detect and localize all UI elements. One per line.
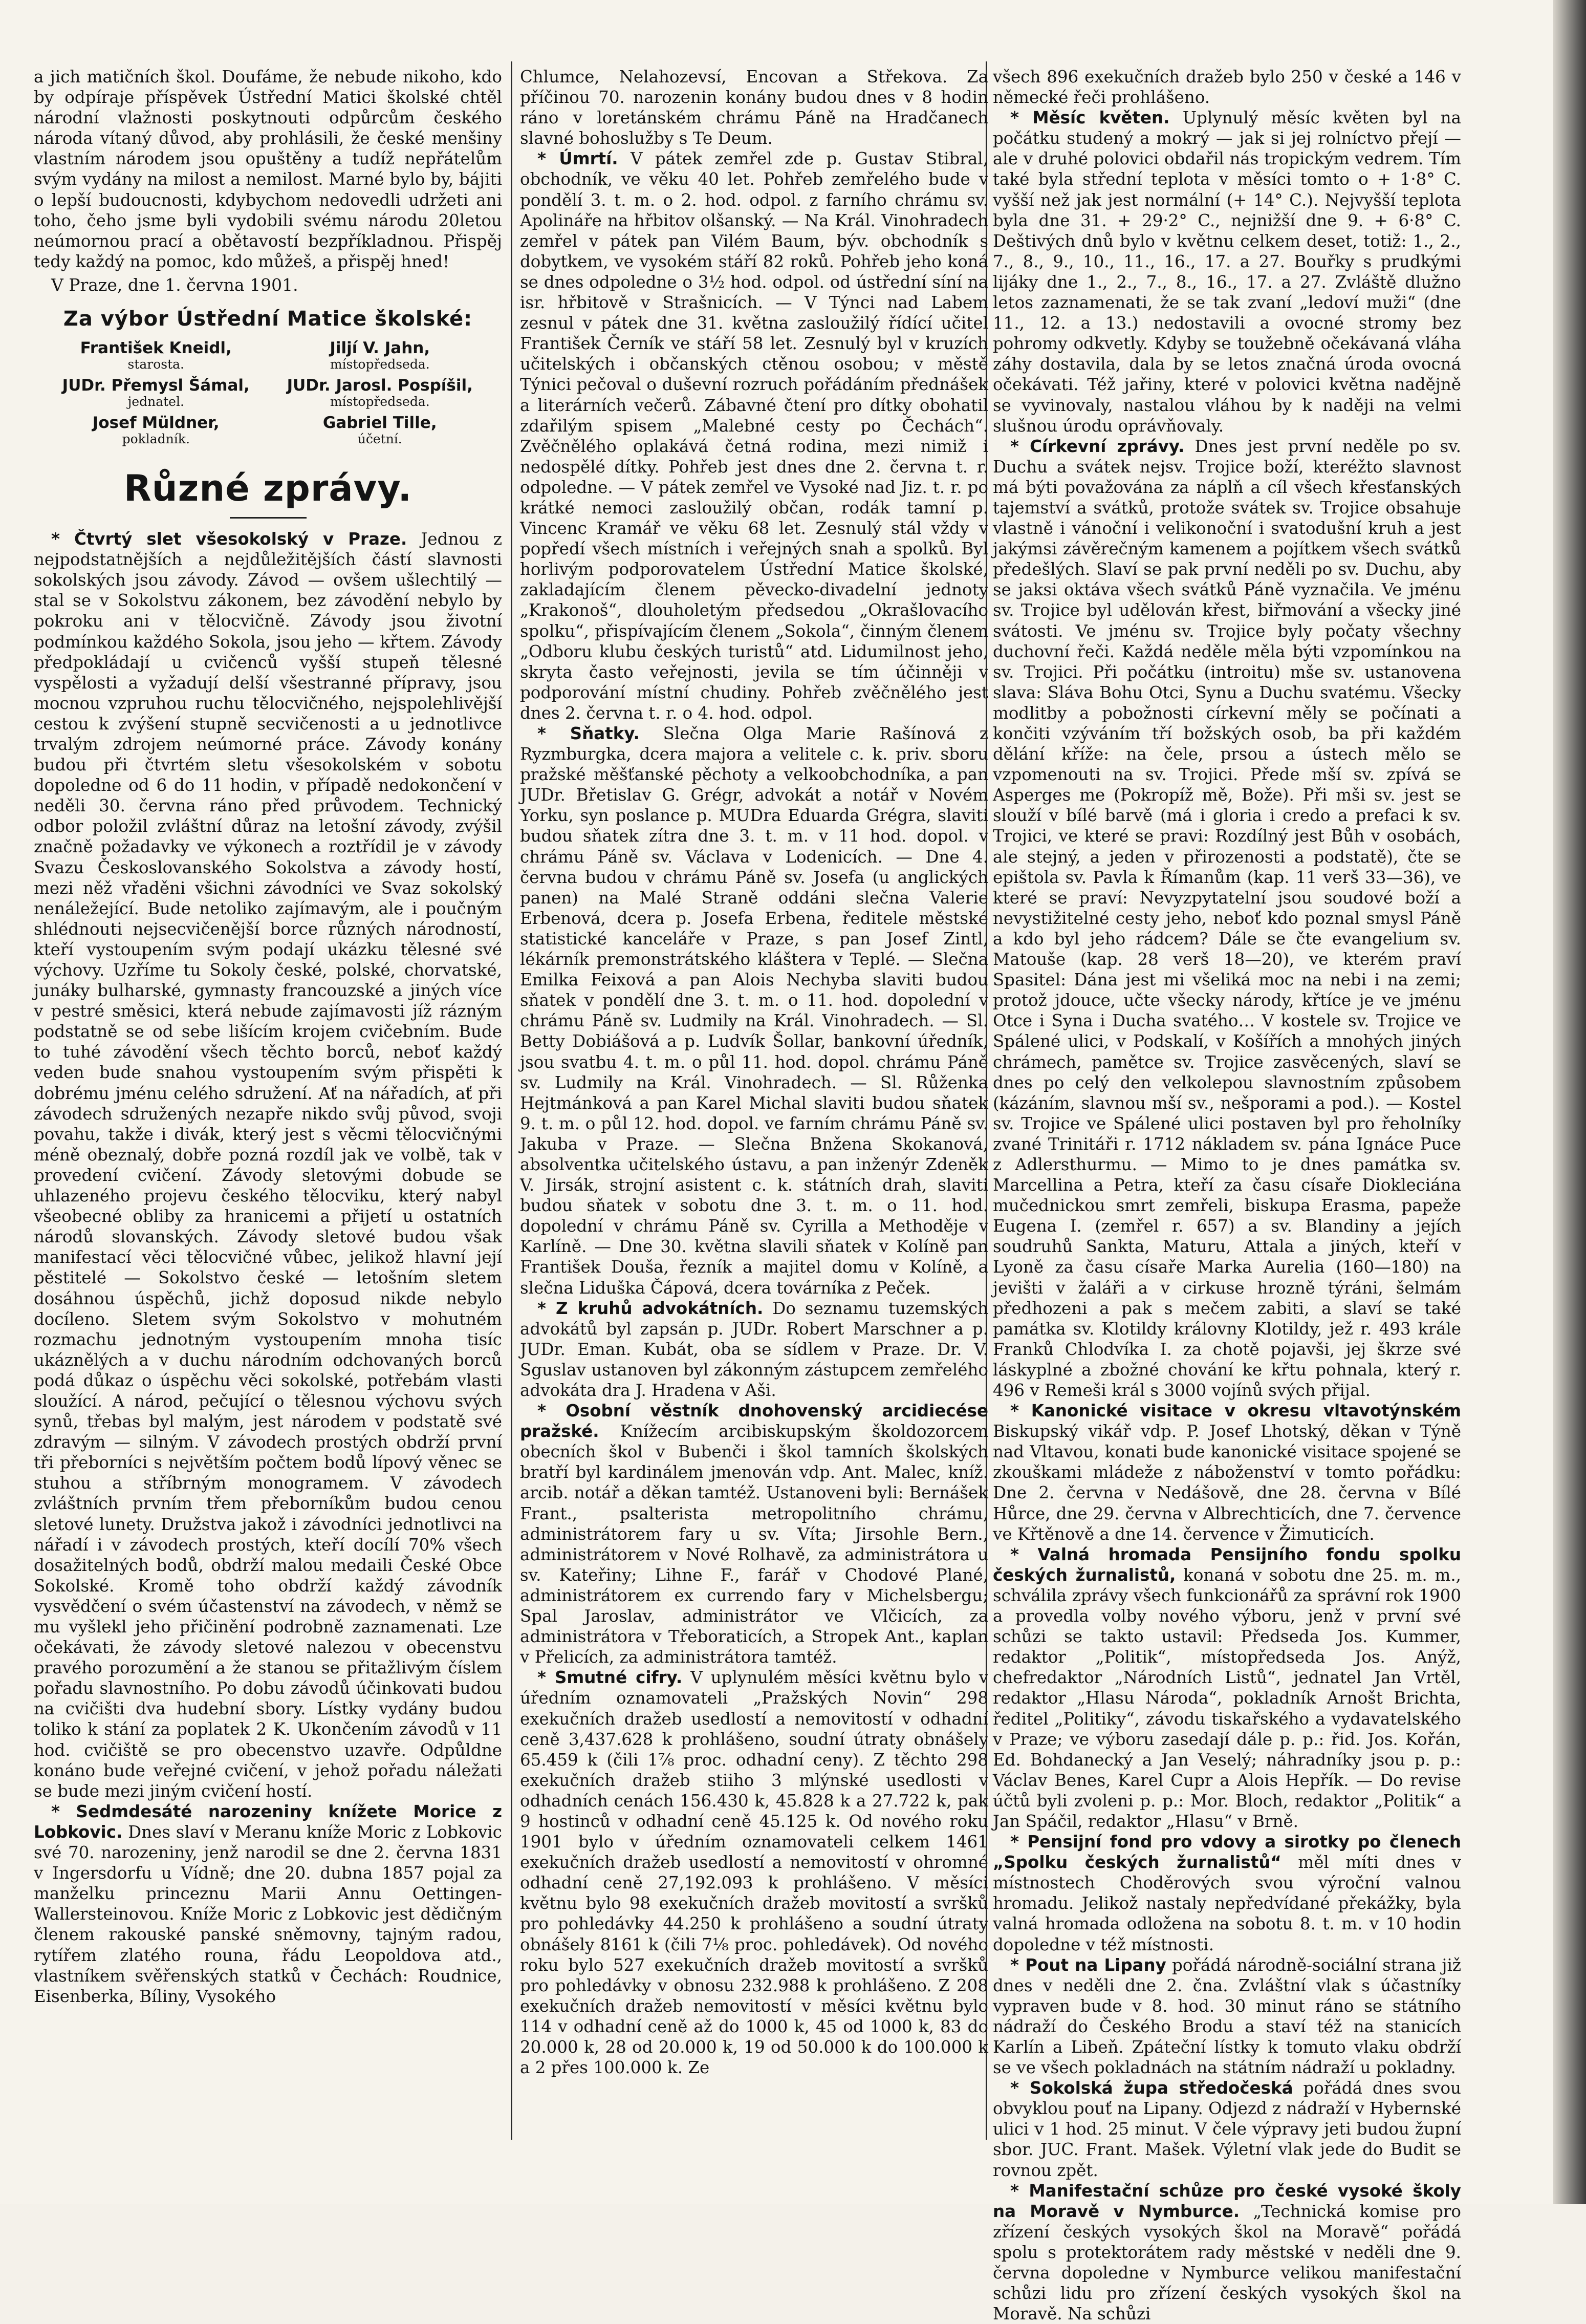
signature-row-3 xyxy=(34,414,502,451)
news-item xyxy=(993,1955,1461,2078)
news-item-rubric: * Sedmdesáté narozeniny knížete Morice z Lobkovic. xyxy=(34,1801,502,1842)
news-item-rubric: * Sokolská župa středočeská xyxy=(1010,2078,1293,2098)
news-item-text: Dnes slaví v Meranu kníže Moric z Lobkovic své 70. narozeniny, jenž narodil se dne 2. června 1831 v Ingersdorfu u Vídně; dne 20. dubna 1857 pojal za manželku princeznu Marii Annu Oettingen-Wallersteinovou. Kníže Moric z Lobkovic jest dědičným členem rakouské panské sněmovny, tajným radou, rytířem zlatého rouna, řádu Leopoldova atd., vlastníkem svěřenských statků v Čechách: Roudnice, Eisenberka, Bíliny, Vysokého xyxy=(34,1822,502,2006)
news-item-text: konaná v sobotu dne 25. m. m., schválila zprávy všech funkcionářů za správní rok 1900 a provedla volby nového výboru, jenž v první své schůzi se takto ustavil: Předseda Jos. Kummer, redaktor „Politik“, místopředseda Jos. Anýž, chefredaktor „Národních Listů“, jednatel Jan Vrtěl, redaktor „Hlasu Národa“, pokladník Arnošt Brichta, ředitel „Politiky“, závodu tiskařského a vydavatelského v Praze; ve výboru zasedají dále p. p.: řid. Jos. Kořán, Ed. Bohdanecký a Jan Veselý; náhradníky jsou p. p.: Václav Benes, Karel Cupr a Alois Hepřík. — Do revise účtů byli zvoleni p. p.: Mor. Bloch, redaktor „Politik“ a Jan Spáčil, redaktor „Hlasu“ v Brně. xyxy=(993,1565,1461,1831)
news-item-text: Do seznamu tuzemských advokátů byl zapsán p. JUDr. Robert Marschner a p. JUDr. Eman. Kubát, oba se sídlem v Praze. Dr. V. Sguslav ustanoven byl zákonným zástupcem zemřelého advokáta dra J. Hradena v Aši. xyxy=(520,1298,988,1400)
news-item xyxy=(993,1401,1461,1544)
column-1 xyxy=(34,67,502,2155)
news-item xyxy=(520,67,988,148)
signature xyxy=(268,339,492,377)
signatory-name: Gabriel Tille, xyxy=(322,414,437,433)
signature xyxy=(44,414,268,451)
committee-title: Za výbor Ústřední Matice školské: xyxy=(63,307,473,331)
page-edge-shadow xyxy=(1553,0,1586,2204)
column-3 xyxy=(993,67,1461,2324)
col1-lead-paragraphs xyxy=(34,67,502,272)
news-item xyxy=(520,1667,988,2078)
signatory-name: Jiljí V. Jahn, xyxy=(330,339,430,358)
signature-row-2 xyxy=(34,377,502,414)
news-item-text: V uplynulém měsíci květnu bylo v úředním oznamovateli „Pražských Novin“ 298 exekučních dražeb usedlostí a nemovitostí v odhadní ceně 3,437.628 k prohlášeno, soudní útraty obnášely 65.459 k (čili 1⅞ proc. odhadní ceny). Z těchto 298 exekučních dražeb stiiho 3 mlýnské usedlosti v odhadních cenách 156.430 k, 45.828 k a 27.722 k, pak 9 hostinců v odhadní ceně 45.125 k. Od nového roku 1901 bylo v úředním oznamovateli celkem 1461 exekučních dražeb usedlostí a nemovitostí v ohromné odhadní ceně 27,192.093 k prohlášeno. V měsíci květnu bylo 98 exekučních dražeb movitostí a svršků pro pohledávky 44.250 k prohlášeno a soudní útraty obnášely 8161 k (čili 7⅛ proc. pohledávek). Od nového roku bylo 527 exekučních dražeb movitostí a svršků pro pohledávky v obnosu 232.988 k prohlášeno. Z 208 exekučních dražeb nemovitostí v měsíci květnu bylo 114 v odhadní ceně až do 1000 k, 45 od 1000 k, 83 do 20.000 k, 28 od 20.000 k, 19 od 50.000 k do 100.000 k a 2 přes 100.000 k. Ze xyxy=(520,1668,988,2078)
section-heading xyxy=(34,467,502,519)
news-item xyxy=(520,723,988,1298)
signature xyxy=(268,377,492,414)
news-item xyxy=(520,148,988,723)
news-item-text: Dnes jest první neděle po sv. Duchu a svátek nejsv. Trojice boží, kteréžto slavnost má býti považována za náplň a cíl všech křesťanských tajemství a svátků, protože svátek sv. Trojice obsahuje vlastně i vánoční i velikonoční i svatodušní kruh a jest jakýmsi závěrečným kamenem a pojítkem všech svátků předešlých. Slaví se pak první neděli po sv. Duchu, aby se jaksi oktáva všech svátků Páně vyznačila. Ve jménu sv. Trojice byl udělován křest, biřmování a všecky jiné svátosti. Ve jménu sv. Trojice byly počaty všechny duchovní řeči. Každá neděle měla býti vzpomínkou na sv. Trojici. Při počátku (introitu) mše sv. ustanovena slava: Sláva Bohu Otci, Synu a Duchu svatému. Všecky modlitby a pobožnosti církevní měly se počínati a končiti vzýváním tří božských osob, ba při každém dělání kříže: na čele, prsou a ústech mělo se vzpomenouti na sv. Trojici. Přede mší sv. zpívá se Asperges me (Pokropíž mě, Bože). Při mši sv. jest se slouží v bílé barvě (má i gloria i credo a prefaci k sv. Trojici, ve které se pravi: Rozdílný jest Bůh v osobách, ale stejný, a jeden v přirozenosti a podstatě), čte se epištola sv. Pavla k Římanům (kap. 11 verš 33—36), ve které se praví: Nevyzpytatelní jsou soudové boží a nevystižitelné cesty jeho, neboť kdo poznal smysl Páně a kdo byl jeho rádcem? Dále se čte evangelium sv. Matouše (kap. 28 verš 18—20), ve kterém praví Spasitel: Dána jest mi všeliká moc na nebi i na zemi; protož jdouce, učte všecky národy, křtíce je ve jménu Otce i Syna i Ducha svatého… V kostele sv. Trojice ve Spálené ulici, v Podskalí, v Košířích a mnohých jiných chrámech, pamětce sv. Trojice zasvěcených, slaví se dnes po celý den velkolepou slavnostním způsobem (kázáním, slavnou mší sv., nešporami a pod.). — Kostel sv. Trojice ve Spálené ulici postaven byl pro řeholníky zvané Trinitáři r. 1712 nákladem sv. pána Ignáce Puce z Adlersthurmu. — Mimo to je dnes památka sv. Marcellina a Petra, kteří za času císaře Diokleciána mučednickou smrt zemřeli, biskupa Erasma, papeže Eugena I. (zemřel r. 657) a sv. Blandiny a jejích soudruhů Sankta, Maturu, Attala a jiných, kteří v Lyoně za času císaře Marka Aurelia (160—180) na jevišti v žaláři a v cirkuse hrozně týráni, šelmám předhozeni a pak s mečem zabiti, a slaví se také památka sv. Klotildy královny Klotildy, jež r. 493 krále Franků Chlodvíka I. za chotě pojavši, jej škrze své láskyplné a zbožné chování ke křtu pohnala, který r. 496 v Remeši král s 3000 vojínů svých přijal. xyxy=(993,436,1461,1400)
signatory-name: Josef Müldner, xyxy=(92,414,220,433)
news-item-text: Chlumce, Nelahozevsí, Encovan a Střekova. Za příčinou 70. narozenin konány budou dnes v 8 hodin ráno v loretánském chrámu Páně na Hradčanech slavné bohoslužby s Te Deum. xyxy=(520,67,988,148)
signatory-name: JUDr. Přemysl Šámal, xyxy=(62,376,250,395)
news-item-rubric: * Čtvrtý slet všesokolský v Praze. xyxy=(51,529,407,549)
news-item xyxy=(993,107,1461,436)
section-rule xyxy=(230,517,307,519)
signature xyxy=(44,339,268,377)
column-2 xyxy=(520,67,988,2155)
article-paragraph: a jich matičních škol. Doufáme, že nebude nikoho, kdo by odpíraje příspěvek Ústřední Matici školské chtěl národní vlažnosti poskytnouti odpůrcům českého národa vítaný důvod, aby prohlásili, že české menšiny vlastním národem jsou opuštěny a tudíž nepřátelům svým vydány na milost a nemilost. Marné bylo by, bájiti o lepší budoucnosti, kdybychom nedovedli udržeti ani toho, čeho jsme byli vydobili svému národu 20letou neúmornou prací a obětavostí bezpříkladnou. Přispěj tedy každý na pomoc, kdo můžeš, a přispěj hned! xyxy=(34,67,502,271)
news-item-rubric: * Pout na Lipany xyxy=(1010,1955,1166,1975)
news-item-rubric: * Kanonické visitace v okresu vltavotýnském xyxy=(1010,1401,1461,1421)
column-rule-1 xyxy=(511,61,512,2140)
signatory-name: JUDr. Jarosl. Pospíšil, xyxy=(287,376,473,395)
news-item-text: pořádá dnes svou obvyklou pouť na Lipany. Odjezd z nádraží v Hybernské ulici v 1 hod. 25 minut. V čele výpravy jeti budou župní sbor. JUC. Frant. Mašek. Výletní vlak jede do Budit se rovnou zpět. xyxy=(993,2078,1461,2180)
news-item-text: Jednou z nejpodstatnějších a nejdůležitějších částí slavnosti sokolských jsou závody. Závod — ovšem ušlechtilý — stal se v Sokolstvu zákonem, bez závodění nebylo by pokroku ani v tělocvičně. Závody jsou životní podmínkou každého Sokola, jsou jeho — křtem. Závody předpokládají u cvičenců vyšší stupeň tělesné vyspělosti a vyžadují delší všestranné přípravy, jsou mocnou vzpruhou ruchu tělocvičného, nejspolehlivější cestou k zvýšení stupně secvičenosti a u jednotlivce trvalým zdrojem neúmorné práce. Závody konány budou při čtvrtém sletu všesokolském v sobotu dopoledne od 6 do 11 hodin, v případě nedokončení v neděli 30. června ráno před průvodem. Technický odbor položil zvláštní důraz na letošní závody, zvýšil značně požadavky ve výkonech a roztřídil je v závody Svazu Českoslovanského Sokolstva a závody hostí, mezi něž vřaděni všichni závodníci ve Svaz sokolský nenáležející. Bude netoliko zajímavým, ale i poučným shlédnouti nejsecvičenější borce různých národností, kteří vystoupením svým podají ukázku tělesné své výchovy. Uzříme tu Sokoly české, polské, chorvatské, junáky bulharské, gymnasty francouzské a jiných více v pestré směsici, která nebude zajímavosti jíž rázným podstatně se od sebe lišícím krojem cvičebním. Bude to tuhé závodění všech těchto borců, neboť každý veden bude snahou vystoupením svým přispěti k dobrému jménu celého sdružení. Ať na nářadích, ať při závodech sdružených nezapře nikdo svůj původ, svoji povahu, takže i divák, který jest s věcmi tělocvičnými méně obeznalý, dobře pozná rozdíl jak ve volbě, tak v provedení cvičení. Závody sletovými dobude se uhlazeného projevu českého tělocviku, který nabyl všeobecné obliby za hranicemi a přijetí u ostatních národů slovanských. Závody sletové budou však manifestací věci tělocvičné vůbec, jelikož hlavní její pěstitelé — Sokolstvo české — letošním sletem dosáhnou úspěchů, jichž doposud nikde nebylo docíleno. Sletem svým Sokolstvo v mohutném rozmachu jednotným vystoupením mnoha tisíc ukáznělých a v duchu národním odchovaných borců podá důkaz o úspěchu věci sokolské, potřebám vlasti sloužící. A národ, pečující o tělesnou výchovu svých synů, třebas byl malým, jest národem v podstatě své zdravým — silným. V závodech prostých obdrží první tři přeborníci s největším počtem bodů lípový věnec se stuhou a stříbrným monogramem. V závodech zvláštních prvním třem přeborníkům budou cenou sletové lunety. Družstva jakož i závodníci jednotlivci na nářadí i v závodech prostých, kteří docílí 70% všech dosažitelných bodů, obdrží malou medaili České Obce Sokolské. Kromě toho obdrží každý závodník vysvědčení o svém účastenství na závodech, v němž se mu vyšlekl jeho přičinění podrobně zaznamenati. Lze očekávati, že závody sletové nalezou v obecenstvu pravého porozumění a že stanou se přitažlivým číslem pořadu slavnostního. Po dobu závodů účinkovati budou na cvičišti dva hudební sbory. Lístky vydány budou toliko k stání za poplatek 2 K. Ukončením závodů v 11 hod. cvičiště se pro obecenstvo uzavře. Odpůldne konáno bude veřejné cvičení, v jehož pořadu náležati se bude mezi jiným cvičení hostí. xyxy=(34,529,502,1801)
news-item xyxy=(520,1401,988,1667)
news-item-text: Uplynulý měsíc květen byl na počátku studený a mokrý — jak si jej rolníctvo přejí — ale v druhé polovici obdařil nás tropickým vedrem. Tím také byla střední teplota v měsíci tomto o + 1·8° C. vyšší než jak jest normální (+ 14° C.). Nejvyšší teplota byla dne 31. + 29·2° C., nejnižší dne 9. + 6·8° C. Deštivých dnů bylo v květnu celkem deset, totiž: 1., 2., 7., 8., 9., 10., 11., 16., 17. a 27. Bouřky s prudkými lijáky dne 1., 2., 7., 8., 16., 17. a 27. Zvláště dlužno letos zaznamenati, že se tak zvaní „ledoví muži“ (dne 11., 12. a 13.) nedostavili a ovocné stromy bez pohromy odkvetly. Kdyby se toužebně očekávaná vláha záhy dostavila, dala by se letos značná úroda ovocná očekávati. Též jařiny, které v polovici května nadějně se vyvinovaly, nastalou vláhou by k naději na velmi slušnou úrodu oprávňovaly. xyxy=(993,108,1461,436)
news-item-text: Slečna Olga Marie Rašínová z Ryzmburgka, dcera majora a velitele c. k. priv. sboru pražské měšťanské pěchoty a velkoobchodníka, a pan JUDr. Břetislav G. Grégr, advokát a notář v Novém Yorku, syn poslance p. MUDra Eduarda Grégra, slaviti budou sňatek zítra dne 3. t. m. v 11 hod. dopol. v chrámu Páně sv. Václava v Lodenicích. — Dne 4. června budou v chrámu Páně sv. Josefa (u anglických panen) na Malé Straně oddáni slečna Valerie Erbenová, dcera p. Josefa Erbena, ředitele městské statistické kanceláře v Praze, s pan Josef Zintl, lékárník premonstrátského kláštera v Teplé. — Slečna Emilka Feixová a pan Alois Nechyba slaviti budou sňatek v pondělí dne 3. t. m. o 11. hod. dopolední v chrámu Páně sv. Ludmily na Král. Vinohradech. — Sl. Betty Dobiášová a p. Ludvík Šollar, bankovní úředník, jsou svatbu 4. t. m. o půl 11. hod. dopol. chrámu Páně sv. Ludmily na Král. Vinohradech. — Sl. Růženka Hejtmánková a pan Karel Michal slaviti budou sňatek 9. t. m. o půl 12. hod. dopol. ve farním chrámu Páně sv. Jakuba v Praze. — Slečna Bnžena Skokanová, absolventka učitelského ústavu, a pan inženýr Zdeněk V. Jirsák, strojní asistent c. k. státních drah, slaviti budou sňatek v sobotu dne 3. t. m. o 11. hod. dopolední v chrámu Páně sv. Cyrilla a Methoděje v Karlíně. — Dne 30. května slavili sňatek v Kolíně pan František Douša, řezník a majitel domu v Kolíně, a slečna Liduška Čápová, dcera továrníka z Peček. xyxy=(520,724,988,1298)
signatory-role: starosta. xyxy=(127,357,184,372)
section-heading-text: Různé zprávy. xyxy=(123,467,412,510)
news-item-rubric: * Smutné cifry. xyxy=(537,1668,683,1688)
news-item-rubric: * Valná hromada Pensijního fondu spolku českých žurnalistů, xyxy=(993,1544,1461,1585)
news-item-rubric: * Manifestační schůze pro české vysoké školy na Moravě v Nymburce. xyxy=(993,2181,1461,2221)
signatory-name: František Kneidl, xyxy=(80,339,232,358)
news-item-rubric: * Osobní věstník dnohovenský arcidiecése pražské. xyxy=(520,1401,988,1441)
news-item-rubric: * Úmrtí. xyxy=(537,149,618,169)
signatory-role: místopředseda. xyxy=(330,394,430,410)
news-item-text: Knížecím arcibiskupským školdozorcem obecních škol v Bubenči i škol tamních školských bratří byl kardinálem jmenován vdp. Ant. Malec, kníž. arcib. notář a děkan tamtéž. Ustanoveni byli: Bernášek Frant., psalterista metropolitního chrámu, administrátorem fary u sv. Víta; Jirsohle Bern., administrátorem v Nové Rolhavě, za administrátora u sv. Kateřiny; Lihne F., farář v Chodové Plané, administrátorem ex currendo fary v Michelsbergu; Spal Jaroslav, administrátor ve Vlčicích, za administrátora v Třeboraticích, a Stropek Ant., kaplan v Přelicích, za administrátora tamtéž. xyxy=(520,1422,988,1667)
dateline: V Praze, dne 1. června 1901. xyxy=(51,274,298,295)
signature-row-1 xyxy=(34,339,502,377)
news-item-text: všech 896 exekučních dražeb bylo 250 v české a 146 v německé řeči prohlášeno. xyxy=(993,67,1461,107)
news-item xyxy=(993,1832,1461,1955)
news-item-text: Biskupský vikář vdp. P. Josef Lhotský, děkan v Týně nad Vltavou, konati bude kanonické visitace spojené se zkouškami mládeže z náboženství v tomto pořádku: Dne 2. června v Nedášově, dne 28. června v Bílé Hůrce, dne 29. června v Albrechticích, dne 7. července ve Křtěnově a dne 14. července v Žimuticích. xyxy=(993,1422,1461,1544)
signatory-role: místopředseda. xyxy=(330,357,430,372)
news-item xyxy=(993,436,1461,1401)
news-item xyxy=(34,529,502,1801)
news-item-rubric: * Církevní zprávy. xyxy=(1010,436,1185,456)
news-item xyxy=(993,67,1461,107)
news-item xyxy=(993,1544,1461,1832)
signature xyxy=(268,414,492,451)
signature xyxy=(44,377,268,414)
news-item xyxy=(993,2078,1461,2180)
news-item-rubric: * Z kruhů advokátních. xyxy=(537,1298,764,1318)
signatory-role: jednatel. xyxy=(127,394,184,410)
news-item-text: „Technická komise pro zřízení českých vysokých škol na Moravě“ pořádá spolu s protektorátem rady městské v neděli dne 9. června dopoledne v Nymburce velikou manifestační schůzi lidu pro zřízení českých vysokých škol na Moravě. Na schůzi xyxy=(993,2201,1461,2324)
news-item xyxy=(520,1298,988,1401)
news-item-rubric: * Sňatky. xyxy=(537,724,640,743)
news-item xyxy=(993,2181,1461,2324)
news-item-text: pořádá národně-sociální strana již dnes v neděli dne 2. čna. Zvláštní vlak s účastníky vypraven bude v 8. hod. 30 minut ráno se státního nádraží do Českého Brodu a staví též na stanicích Karlín a Libeň. Zpáteční lístky k tomuto vlaku obdrží se ve všech pokladnách na státním nádraží u pokladny. xyxy=(993,1955,1461,2078)
signatory-role: účetní. xyxy=(357,432,402,447)
signatory-role: pokladník. xyxy=(122,432,190,447)
news-item-rubric: * Pensijní fond pro vdovy a sirotky po členech „Spolku českých žurnalistů“ xyxy=(993,1832,1461,1873)
news-item xyxy=(34,1801,502,2007)
news-item-text: měl míti dnes v místnostech Choděrových svou výroční valnou hromadu. Jelikož nastaly nepředvídané překážky, byla valná hromada odložena na sobotu 8. t. m. v 10 hodin dopoledne v též místnosti. xyxy=(993,1853,1461,1954)
news-item-text: V pátek zemřel zde p. Gustav Stibral, obchodník, ve věku 40 let. Pohřeb zemřelého bude v pondělí 3. t. m. o 2. hod. odpol. z farního chrámu sv. Apolináře na hřbitov olšanský. — Na Král. Vinohradech zemřel v pátek pan Vilém Baum, býv. obchodník s dobytkem, ve vysokém stáří 82 roků. Pohřeb jeho koná se dnes odpoledne o 3½ hod. odpol. od ústřední síní na isr. hřbitově v Strašnicích. — V Týnci nad Labem zesnul v pátek dne 31. května zasloužilý řídící učitel František Černík ve stáří 58 let. Zesnulý byl v kruzích učitelských i občanských ctěnou osobou; v městě Týnici pečoval o duševní rozruch pořádáním přednášek a literárních večerů. Zábavné čtení pro dítky obohatil zdařilým spisem „Malebné cesty po Čechách“. Zvěčnělého oplakává četná rodina, mezi nimiž i nedospělé dítky. Pohřeb jest dnes dne 2. června t. r. odpoledne. — V pátek zemřel ve Vysoké nad Jiz. t. r. po krátké nemoci zasloužilý občan, rodák tamní p. Vincenc Kramář ve věku 68 let. Zesnulý stál vždy v popředí všech místních i veřejných snah a spolků. Byl horlivým podporovatelem Ústřední Matice školské, zakladajícím členem pěvecko-divadelní jednoty „Krakonoš“, dlouholetým předsedou „Okrašlovacího spolku“, přispívajícím členem „Sokola“, činným členem „Odboru klubu českých turistů“ atd. Lidumilnost jeho, skryta často veřejnosti, jevila se tím účinněji v podporování místní chudiny. Pohřeb zvěčnělého jest dnes 2. června t. r. o 4. hod. odpol. xyxy=(520,149,988,723)
news-item-rubric: * Měsíc květen. xyxy=(1010,108,1170,128)
